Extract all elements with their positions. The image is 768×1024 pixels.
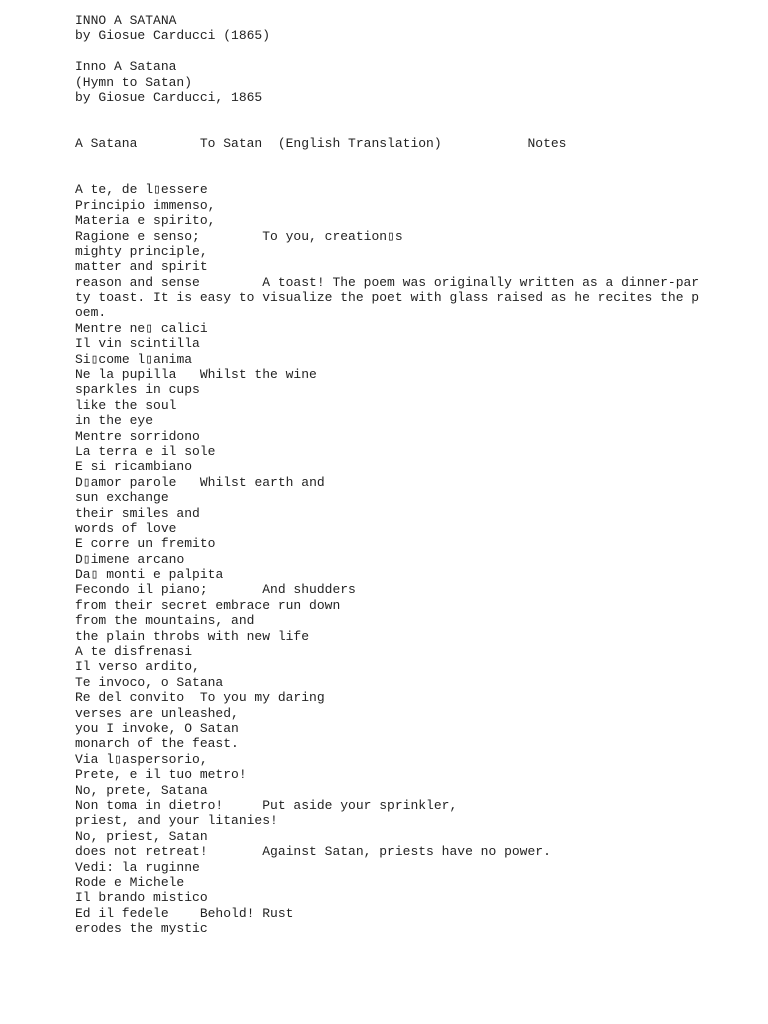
poem-line: Non toma in dietro! Put aside your sprinkler, <box>75 797 458 813</box>
poem-body <box>75 182 700 937</box>
poem-line: Mentre ne▯ calici <box>75 320 208 336</box>
poem-line: verses are unleashed, <box>75 705 239 721</box>
spacer <box>75 105 695 136</box>
document-title: INNO A SATANA <box>75 13 177 28</box>
poem-line: mighty principle, <box>75 243 208 259</box>
poem-line: Re del convito To you my daring <box>75 690 325 706</box>
spacer <box>75 152 695 183</box>
poem-line: Vedi: la ruginne <box>75 859 200 875</box>
poem-line: La terra e il sole <box>75 443 216 459</box>
poem-line: Il vin scintilla <box>75 336 200 352</box>
poem-line: ty toast. It is easy to visualize the poet with glass raised as he recites the p <box>75 290 700 306</box>
spacer <box>75 44 695 59</box>
poem-line: you I invoke, O Satan <box>75 721 239 736</box>
poem-line: A te disfrenasi <box>75 644 193 660</box>
poem-line: words of love <box>75 520 177 536</box>
poem-line: their smiles and <box>75 505 200 521</box>
document-byline: by Giosue Carducci (1865) <box>75 28 271 44</box>
poem-line: monarch of the feast. <box>75 736 239 752</box>
poem-line: from the mountains, and <box>75 613 255 629</box>
poem-line: Prete, e il tuo metro! <box>75 767 247 783</box>
poem-line: Ne la pupilla Whilst the wine <box>75 367 317 383</box>
poem-line: Il brando mistico <box>75 890 208 906</box>
poem-line: Via l▯aspersorio, <box>75 751 208 767</box>
poem-line: D▯amor parole Whilst earth and <box>75 474 325 490</box>
poem-line: Rode e Michele <box>75 874 185 890</box>
poem-line: does not retreat! Against Satan, priests have no power. <box>75 844 551 860</box>
poem-line: E corre un fremito <box>75 536 216 552</box>
poem-line: Mentre sorridono <box>75 428 200 444</box>
poem-line: Ed il fedele Behold! Rust <box>75 905 294 921</box>
poem-line: from their secret embrace run down <box>75 597 341 613</box>
poem-line: Te invoco, o Satana <box>75 674 224 690</box>
poem-line: oem. <box>75 305 107 321</box>
column-headers: A Satana To Satan (English Translation) Notes <box>75 136 567 152</box>
poem-title: Inno A Satana <box>75 59 177 75</box>
poem-line: Si▯come l▯anima <box>75 351 193 367</box>
poem-line: in the eye <box>75 413 154 429</box>
poem-line: sparkles in cups <box>75 382 200 398</box>
poem-line: Da▯ monti e palpita <box>75 567 224 583</box>
poem-line: Fecondo il piano; And shudders <box>75 582 356 598</box>
poem-line: E si ricambiano <box>75 459 193 475</box>
poem-line: Materia e spirito, <box>75 213 216 229</box>
poem-line: erodes the mystic <box>75 921 208 937</box>
poem-line: the plain throbs with new life <box>75 628 310 644</box>
poem-line: Ragione e senso; To you, creation▯s <box>75 228 403 244</box>
poem-line: Il verso ardito, <box>75 659 200 675</box>
poem-line: No, prete, Satana <box>75 782 208 798</box>
poem-line: priest, and your litanies! <box>75 813 278 829</box>
poem-line: A te, de l▯essere <box>75 182 208 198</box>
poem-line: like the soul <box>75 397 177 413</box>
poem-line: D▯imene arcano <box>75 551 185 567</box>
poem-line: Principio immenso, <box>75 197 216 213</box>
poem-line: No, priest, Satan <box>75 828 208 844</box>
poem-byline: by Giosue Carducci, 1865 <box>75 89 263 105</box>
poem-line: sun exchange <box>75 490 169 506</box>
poem-line: reason and sense A toast! The poem was originally written as a dinner-par <box>75 274 700 290</box>
document-page <box>75 13 700 937</box>
poem-subtitle: (Hymn to Satan) <box>75 74 193 90</box>
poem-line: matter and spirit <box>75 259 208 275</box>
